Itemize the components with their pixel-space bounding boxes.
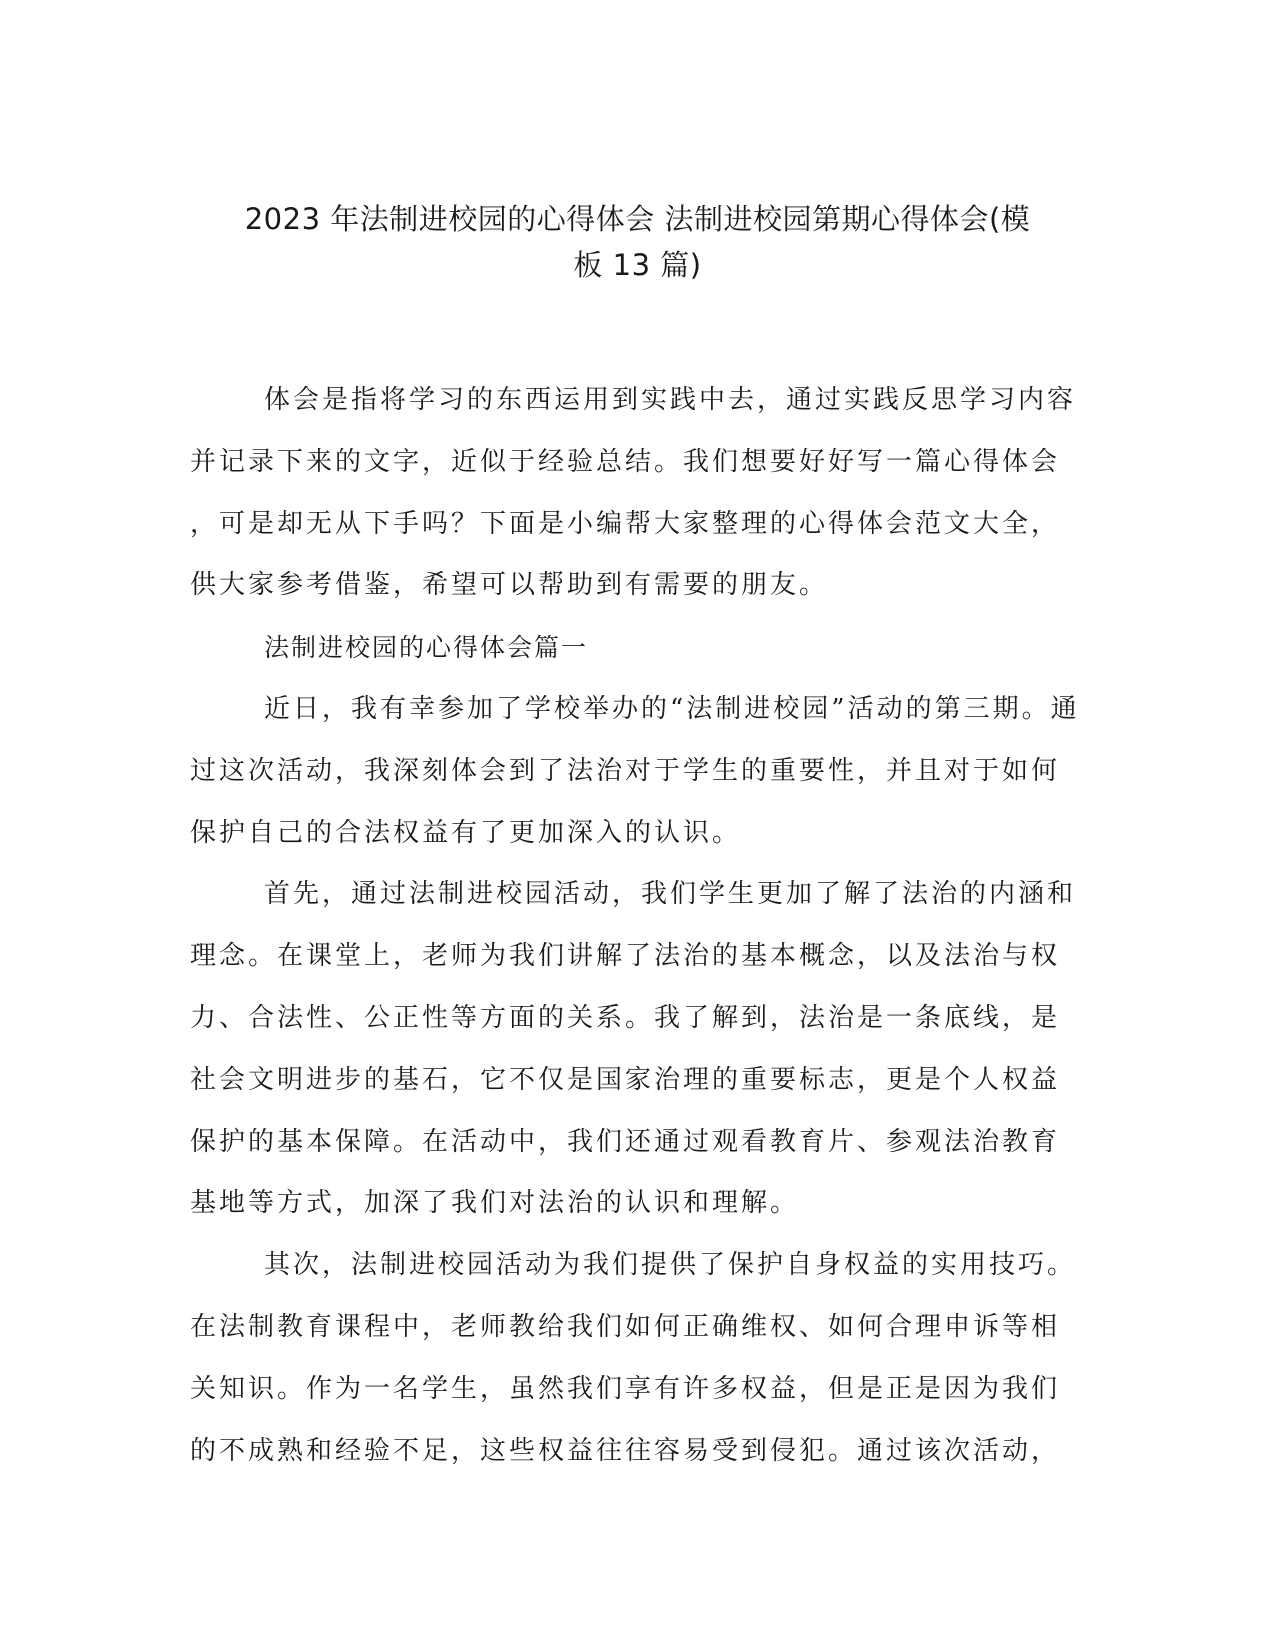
document-title	[170, 196, 1105, 288]
title-line: 板 13 篇)	[573, 248, 702, 282]
paragraph-line: 理念。在课堂上，老师为我们讲解了法治的基本概念，以及法治与权	[190, 941, 1061, 972]
title-line: 2023 年法制进校园的心得体会 法制进校园第期心得体会(模	[244, 202, 1031, 236]
document-body	[190, 370, 1090, 1482]
paragraph-line: 关知识。作为一名学生，虽然我们享有许多权益，但是正是因为我们	[190, 1373, 1061, 1404]
intro-paragraph-line: 体会是指将学习的东西运用到实践中去，通过实践反思学习内容	[264, 385, 1077, 415]
paragraph-line: 近日，我有幸参加了学校举办的“法制进校园”活动的第三期。通	[264, 693, 1080, 724]
paragraph-line: 首先，通过法制进校园活动，我们学生更加了解了法治的内涵和	[264, 879, 1077, 910]
section-heading: 法制进校园的心得体会篇一	[264, 633, 589, 663]
paragraph-line: 社会文明进步的基石，它不仅是国家治理的重要标志，更是个人权益	[190, 1064, 1061, 1095]
paragraph-line: 的不成熟和经验不足，这些权益往往容易受到侵犯。通过该次活动，	[190, 1435, 1061, 1466]
paragraph-line: 基地等方式，加深了我们对法治的认识和理解。	[190, 1188, 800, 1219]
paragraph-line: 力、合法性、公正性等方面的关系。我了解到，法治是一条底线，是	[190, 1002, 1061, 1033]
intro-paragraph-line: ，可是却无从下手吗？下面是小编帮大家整理的心得体会范文大全，	[190, 508, 1061, 539]
paragraph-line: 保护的基本保障。在活动中，我们还通过观看教育片、参观法治教育	[190, 1126, 1061, 1157]
paragraph-line: 在法制教育课程中，老师教给我们如何正确维权、如何合理申诉等相	[190, 1311, 1061, 1342]
paragraph-line: 其次，法制进校园活动为我们提供了保护自身权益的实用技巧。	[264, 1250, 1077, 1281]
paragraph-line: 过这次活动，我深刻体会到了法治对于学生的重要性，并且对于如何	[190, 755, 1061, 786]
intro-paragraph-line: 并记录下来的文字，近似于经验总结。我们想要好好写一篇心得体会	[190, 446, 1061, 477]
paragraph-line: 保护自己的合法权益有了更加深入的认识。	[190, 817, 742, 848]
intro-paragraph-line: 供大家参考借鉴，希望可以帮助到有需要的朋友。	[190, 570, 829, 601]
